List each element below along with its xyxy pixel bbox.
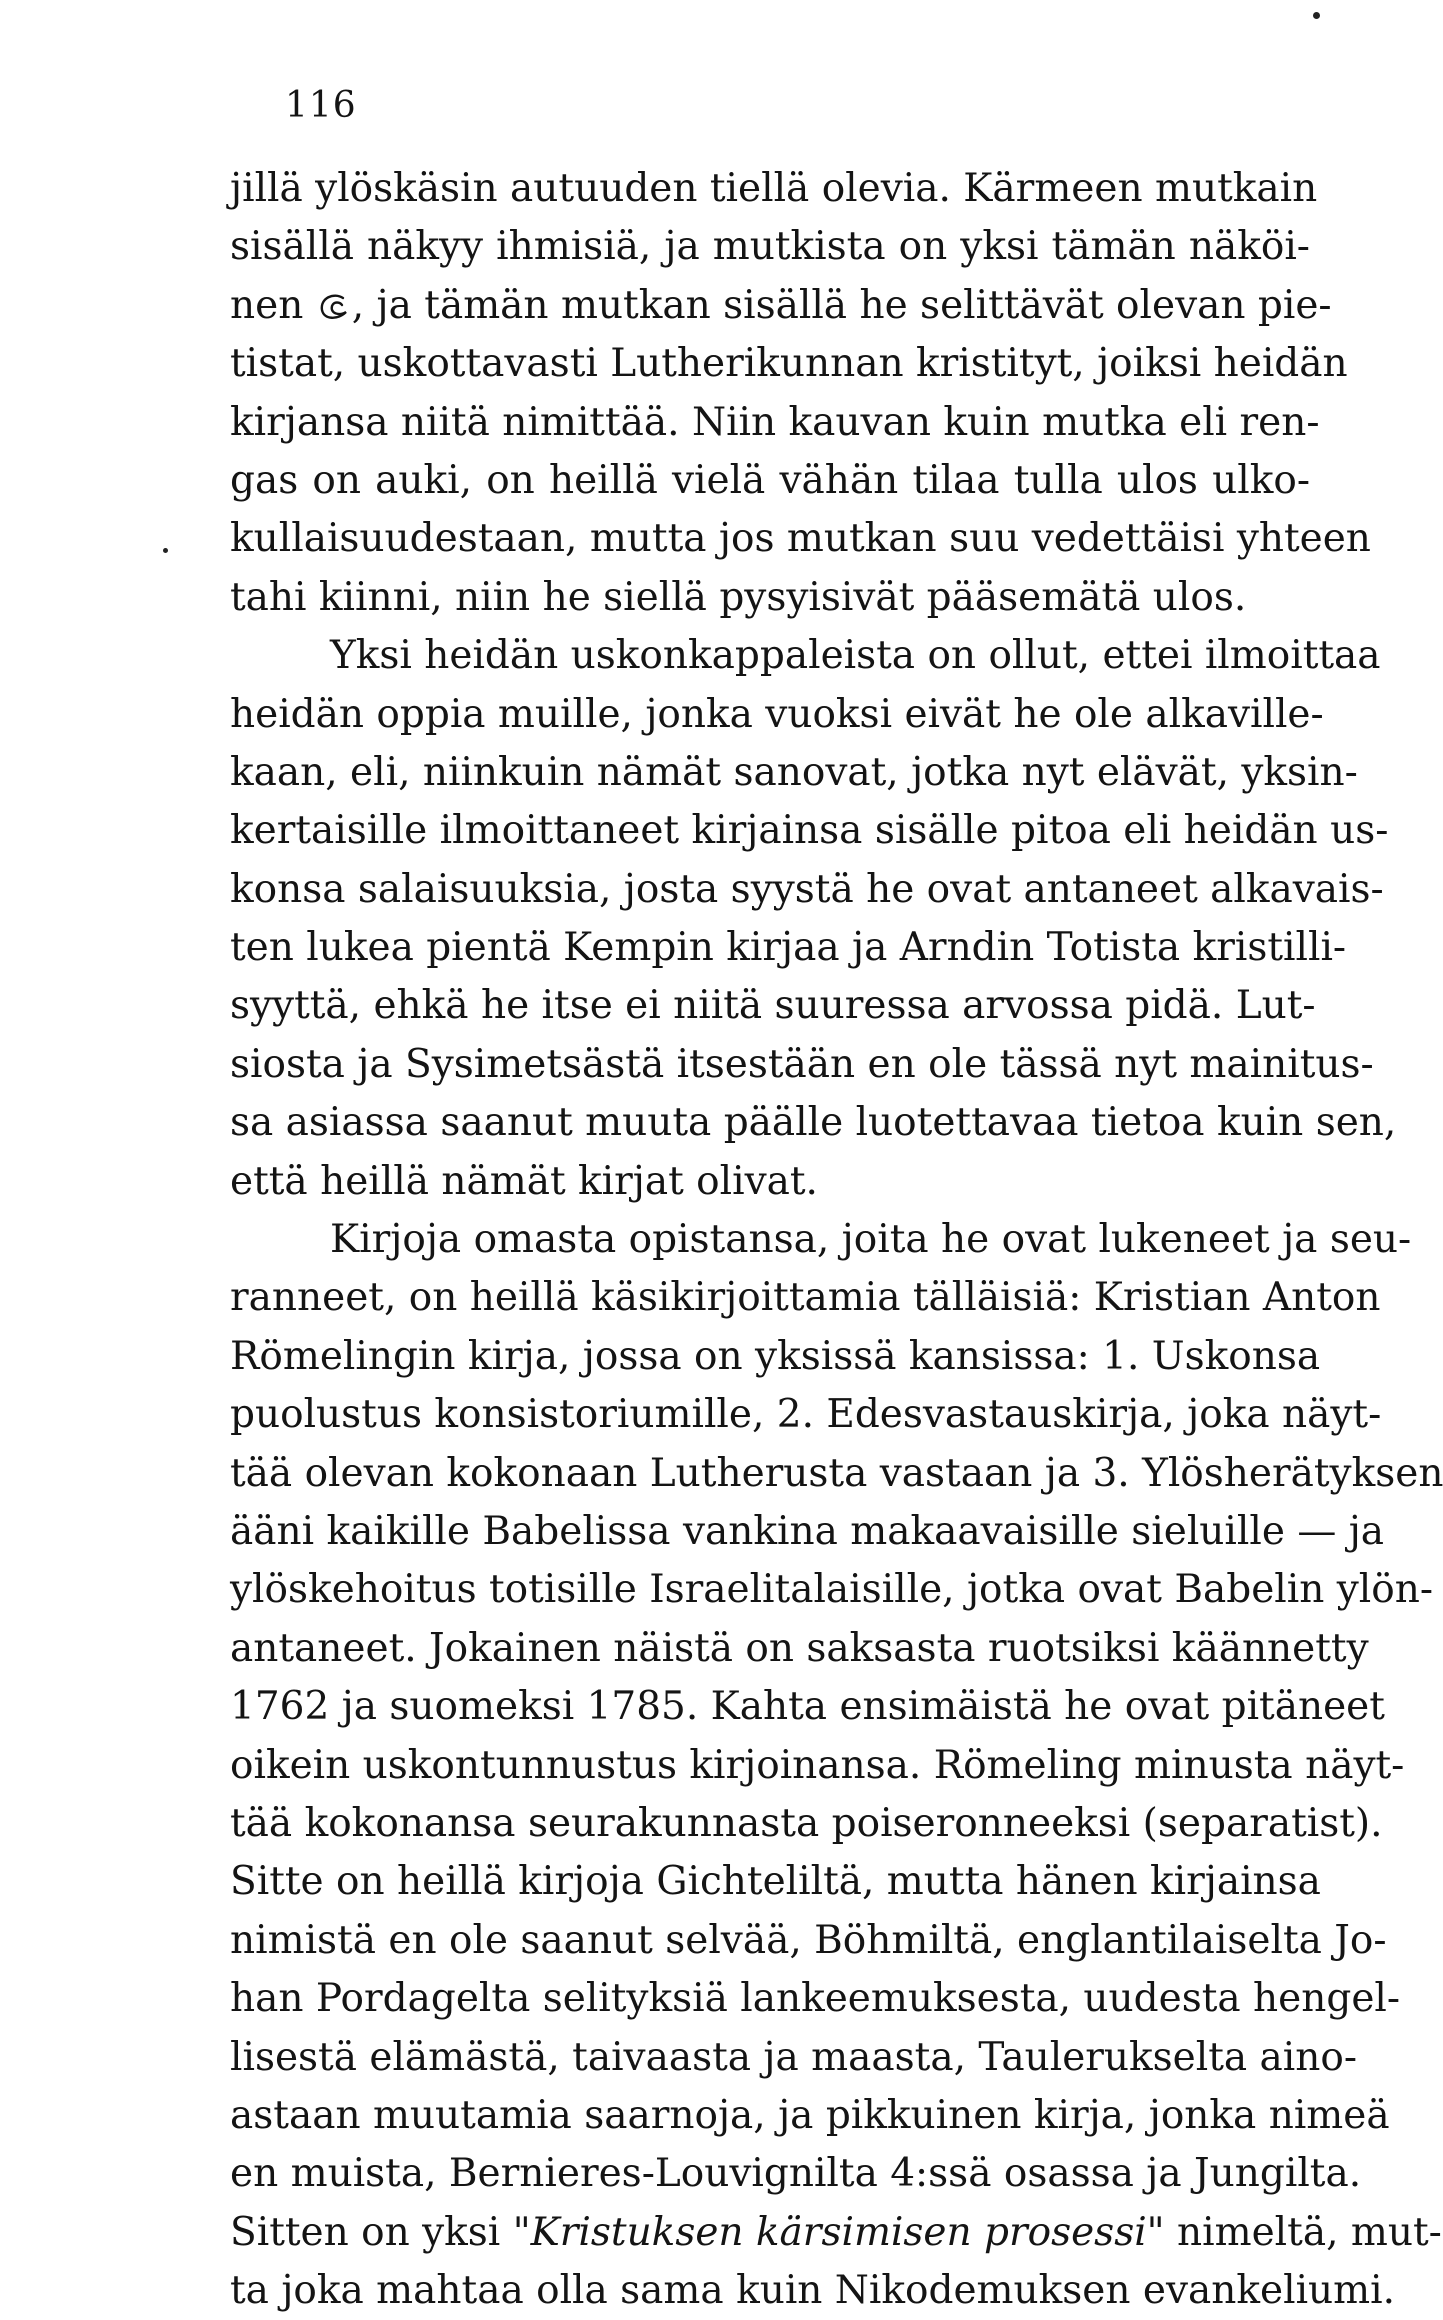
text-line: en muista, Bernieres-Louvignilta 4:ssä osassa ja Jungilta.: [230, 2151, 1362, 2197]
text-line: kaan, eli, niinkuin nämät sanovat, jotka nyt elävät, yksin-: [230, 749, 1358, 795]
text-line: han Pordagelta selityksiä lankeemuksesta, uudesta hengel-: [230, 1976, 1401, 2022]
text-line: [230, 277, 1332, 335]
text-line: kullaisuudestaan, mutta jos mutkan suu vedettäisi yhteen: [230, 516, 1371, 562]
text-line: antaneet. Jokainen näistä on saksasta ruotsiksi käännetty: [230, 1625, 1369, 1671]
text-line: syyttä, ehkä he itse ei niitä suuressa arvossa pidä. Lut-: [230, 983, 1316, 1029]
text-fragment: nen: [230, 282, 304, 328]
text-line: puolustus konsistoriumille, 2. Edesvastauskirja, joka näyt-: [230, 1392, 1382, 1438]
scan-speck: [163, 548, 168, 553]
text-fragment: Sitten on yksi: [230, 2209, 501, 2255]
text-line: tää kokonansa seurakunnasta poiseronneeksi (separatist).: [230, 1800, 1383, 1846]
page-number: 116: [285, 85, 357, 126]
text-line: että heillä nämät kirjat olivat.: [230, 1158, 818, 1204]
scan-speck: [1313, 12, 1320, 19]
text-line: kirjansa niitä nimittää. Niin kauvan kuin mutka eli ren-: [230, 399, 1320, 445]
text-fragment: , ja tämän mutkan sisällä he selittävät olevan pie-: [351, 282, 1332, 328]
text-line: Römelingin kirja, jossa on yksissä kansissa: 1. Uskonsa: [230, 1333, 1321, 1379]
text-fragment: nimeltä, mut-: [1177, 2209, 1442, 2255]
text-line: lisestä elämästä, taivaasta ja maasta, Taulerukselta aino-: [230, 2034, 1358, 2080]
text-line: ylöskehoitus totisille Israelitalaisille, jotka ovat Babelin ylön-: [230, 1567, 1434, 1613]
text-line: Sitte on heillä kirjoja Gichteliltä, mutta hänen kirjainsa: [230, 1859, 1321, 1905]
text-line: tahi kiinni, niin he siellä pysyisivät pääsemätä ulos.: [230, 574, 1247, 620]
mutka-symbol-icon: [316, 292, 352, 322]
text-line: ta joka mahtaa olla sama kuin Nikodemuksen evankeliumi.: [230, 2268, 1396, 2314]
text-line: tistat, uskottavasti Lutherikunnan kristityt, joiksi heidän: [230, 341, 1348, 387]
text-line: sisällä näkyy ihmisiä, ja mutkista on yksi tämän näköi-: [230, 224, 1310, 270]
book-title-italic: "Kristuksen kärsimisen prosessi": [512, 2209, 1165, 2255]
text-line: heidän oppia muille, jonka vuoksi eivät he ole alkaville-: [230, 691, 1324, 737]
text-line: astaan muutamia saarnoja, ja pikkuinen kirja, jonka nimeä: [230, 2092, 1390, 2138]
text-line: tää olevan kokonaan Lutherusta vastaan ja 3. Ylösherätyksen: [230, 1450, 1443, 1496]
text-line: gas on auki, on heillä vielä vähän tilaa tulla ulos ulko-: [230, 457, 1310, 503]
text-line: sa asiassa saanut muuta päälle luotettavaa tietoa kuin sen,: [230, 1100, 1397, 1146]
text-line: kertaisille ilmoittaneet kirjainsa sisälle pitoa eli heidän us-: [230, 808, 1389, 854]
paragraph-start: Kirjoja omasta opistansa, joita he ovat lukeneet ja seu-: [330, 1217, 1412, 1263]
text-line: [230, 2204, 1442, 2262]
text-line: ten lukea pientä Kempin kirjaa ja Arndin Totista kristilli-: [230, 925, 1347, 971]
text-line: siosta ja Sysimetsästä itsestään en ole tässä nyt mainitus-: [230, 1041, 1374, 1087]
paragraph-start: Yksi heidän uskonkappaleista on ollut, ettei ilmoittaa: [330, 633, 1381, 679]
text-line: nimistä en ole saanut selvää, Böhmiltä, englantilaiselta Jo-: [230, 1917, 1387, 1963]
text-line: jillä ylöskäsin autuuden tiellä olevia. Kärmeen mutkain: [230, 166, 1318, 211]
body-text: [230, 160, 1443, 2320]
text-line: ranneet, on heillä käsikirjoittamia tälläisiä: Kristian Anton: [230, 1275, 1381, 1321]
text-line: 1762 ja suomeksi 1785. Kahta ensimäistä he ovat pitäneet: [230, 1684, 1385, 1730]
text-line: konsa salaisuuksia, josta syystä he ovat antaneet alkavais-: [230, 866, 1384, 912]
text-line: ääni kaikille Babelissa vankina makaavaisille sieluille — ja: [230, 1508, 1385, 1554]
text-line: oikein uskontunnustus kirjoinansa. Römeling minusta näyt-: [230, 1742, 1405, 1788]
